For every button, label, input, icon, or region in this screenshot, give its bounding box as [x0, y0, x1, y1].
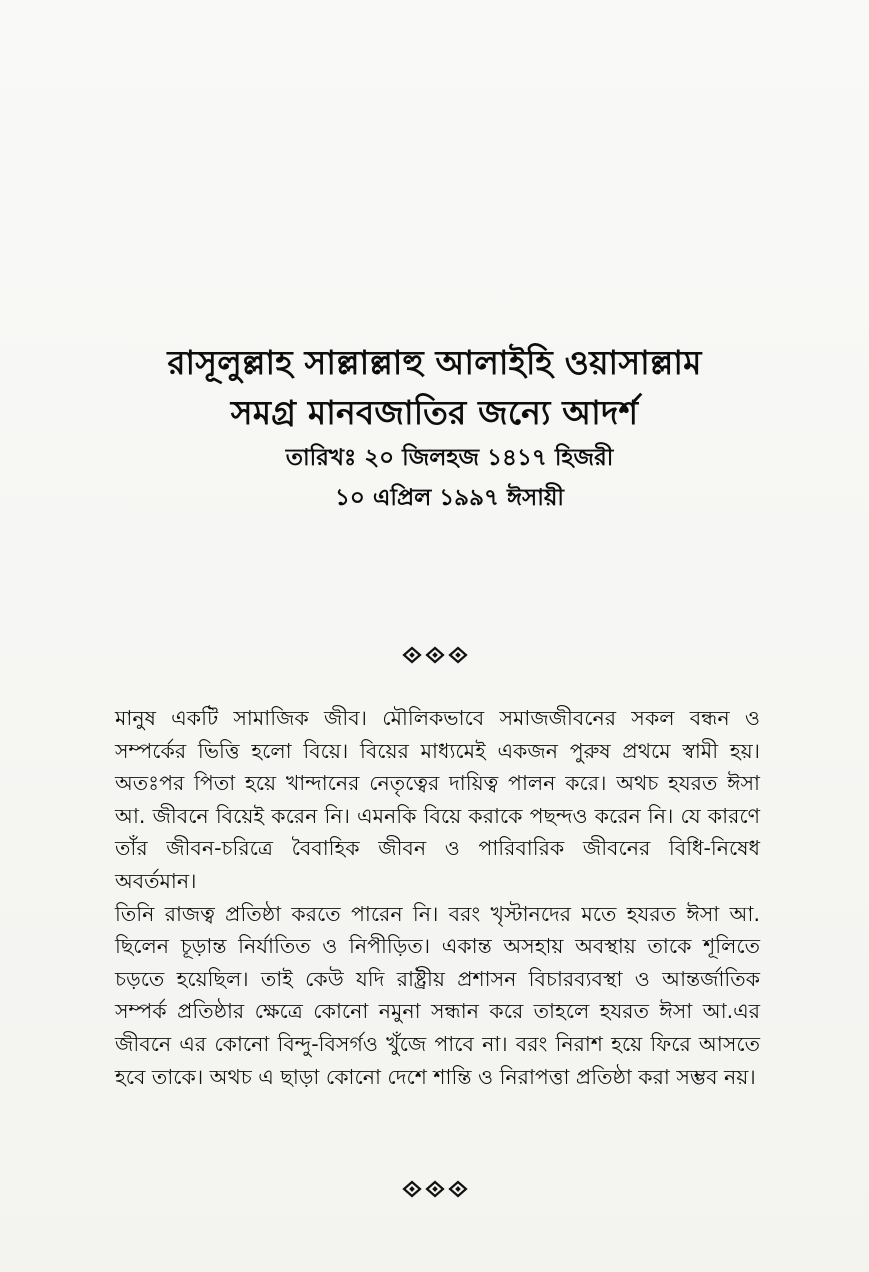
- hijri-date: তারিখঃ ২০ জিলহজ ১৪১৭ হিজরী: [285, 445, 614, 471]
- title-line-2: সমগ্র মানবজাতির জন্যে আদর্শ: [230, 393, 639, 432]
- gregorian-date: ১০ এপ্রিল ১৯৯৭ ঈসায়ী: [334, 485, 565, 511]
- paragraph-2: তিনি রাজত্ব প্রতিষ্ঠা করতে পারেন নি। বরং খৃস্টানদের মতে হযরত ঈসা আ. ছিলেন চূড়ান্ত নির্যাতিত ও নিপীড়িত। একান্ত অসহায় অবস্থায় তাকে শূলিতে চড়তে হয়েছিল। তাই কেউ যদি রাষ্ট্রীয় প্রশাসন বিচারব্যবস্থা ও আন্তর্জাতিক সম্পর্ক প্রতিষ্ঠার ক্ষেত্রে কোনো নমুনা সন্ধান করে তাহলে হযরত ঈসা আ.এর জীবনে এর কোনো বিন্দু-বিসর্গও খুঁজে পাবে না। বরং নিরাশ হয়ে ফিরে আসতে হবে তাকে। অথচ এ ছাড়া কোনো দেশে শান্তি ও নিরাপত্তা প্রতিষ্ঠা করা সম্ভব নয়।: [115, 901, 760, 1089]
- body-text: [115, 702, 760, 1093]
- title-line-1: রাসূলুল্লাহ সাল্লাল্লাহু আলাইহি ওয়াসাল্লাম: [167, 343, 702, 382]
- ornament-divider-bottom: [0, 1180, 869, 1203]
- paragraph-1: মানুষ একটি সামাজিক জীব। মৌলিকভাবে সমাজজীবনের সকল বন্ধন ও সম্পর্কের ভিত্তি হলো বিয়ে। বিয়ের মাধ্যমেই একজন পুরুষ প্রথমে স্বামী হয়। অতঃপর পিতা হয়ে খান্দানের নেতৃত্বের দায়িত্ব পালন করে। অথচ হযরত ঈসা আ. জীবনে বিয়েই করেন নি। এমনকি বিয়ে করাকে পছন্দও করেন নি। যে কারণে তাঁর জীবন-চরিত্রে বৈবাহিক জীবন ও পারিবারিক জীবনের বিধি-নিষেধ অবর্তমান।: [115, 706, 760, 893]
- title-block: [0, 338, 869, 518]
- ornament-divider-top: [0, 646, 869, 669]
- three-diamonds-icon: [402, 1180, 468, 1198]
- three-diamonds-icon: [402, 646, 468, 664]
